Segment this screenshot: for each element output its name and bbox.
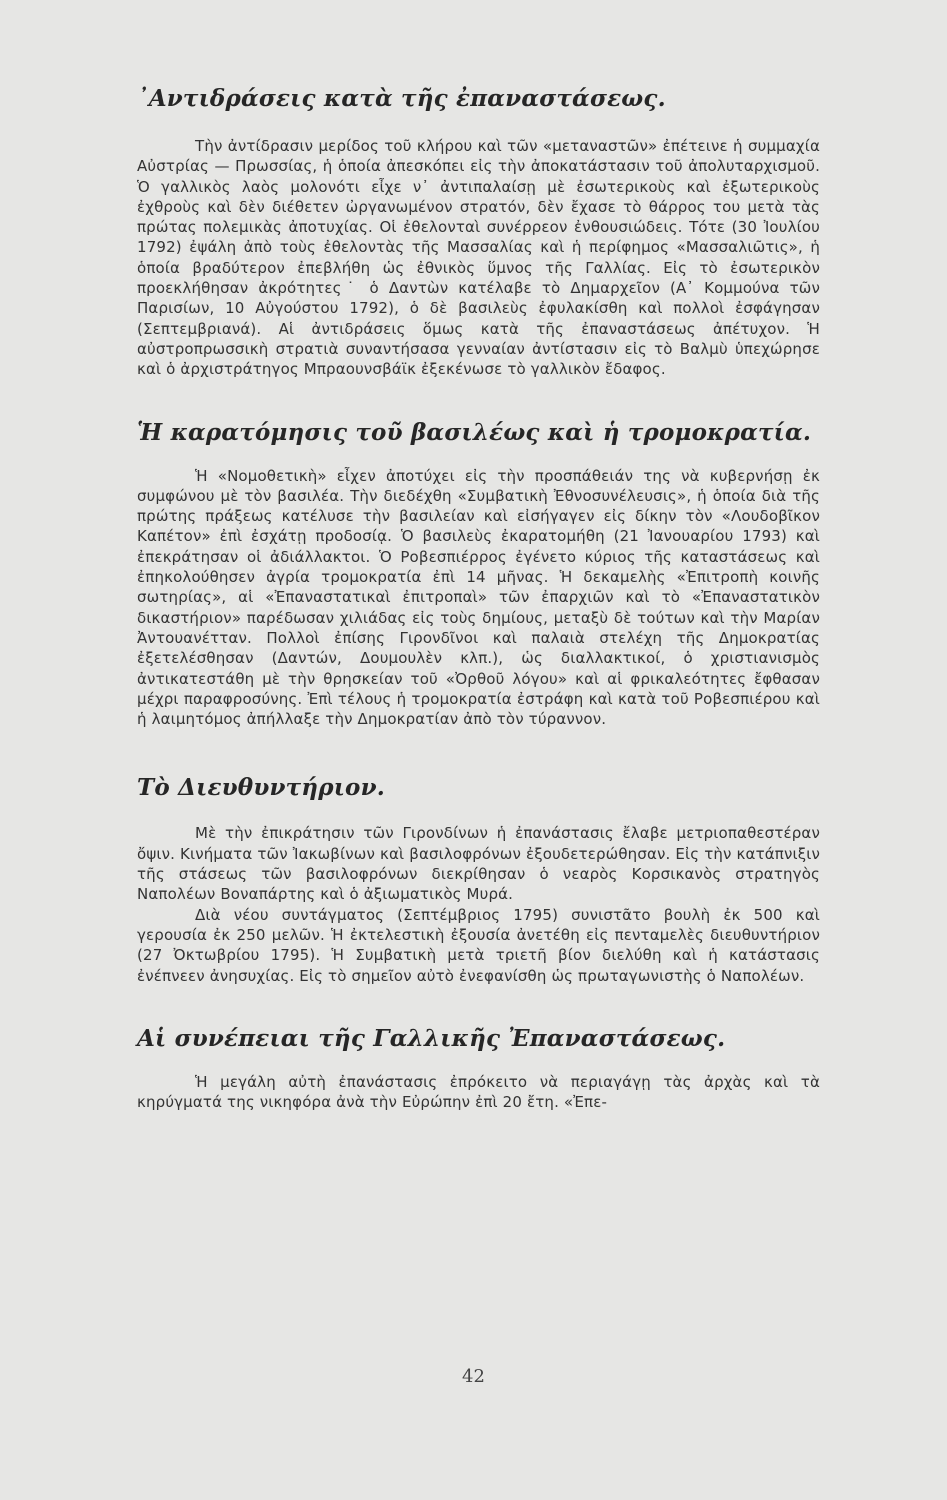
paragraph-directory-2: Διὰ νέου συντάγματος (Σεπτέμβριος 1795) συνιστᾶτο βουλὴ ἐκ 500 καὶ γερουσία ἐκ 250 μελῶν. Ἡ ἐκτελεστικὴ ἐξουσία ἀνετέθη εἰς πενταμελὲς διευθυντήριον (27 Ὀκτωβρίου 1795). Ἡ Συμβατικὴ μετὰ τριετῆ βίον διελύθη καὶ ἡ κατάστασις ἐνέπνεεν ἀνησυχίας. Εἰς τὸ σημεῖον αὐτὸ ἐνεφανίσθη ὡς πρωταγωνιστὴς ὁ Ναπολέων.	[137, 905, 820, 985]
page-number: 42	[462, 1366, 485, 1387]
paragraph-reactions: Τὴν ἀντίδρασιν μερίδος τοῦ κλήρου καὶ τῶν «μεταναστῶν» ἐπέτεινε ἡ συμμαχία Αὐστρίας — Πρωσσίας, ἡ ὁποία ἀπεσκόπει εἰς τὴν ἀποκατάστασιν τοῦ ἀπολυταρχισμοῦ. Ὁ γαλλικὸς λαὸς μολονότι εἶχε ν᾽ ἀντιπαλαίσῃ μὲ ἐσωτερικοὺς καὶ ἐξωτερικοὺς ἐχθροὺς καὶ δὲν διέθετεν ὠργανωμένον στρατόν, δὲν ἔχασε τὸ θάρρος του μετὰ τὰς πρώτας πολεμικὰς ἀποτυχίας. Οἱ ἐθελονταὶ συνέρρεον ἐνθουσιώδεις. Τότε (30 Ἰουλίου 1792) ἐψάλη ἀπὸ τοὺς ἐθελοντὰς τῆς Μασσαλίας καὶ ἡ περίφημος «Μασσαλιῶτις», ἡ ὁποία βραδύτερον ἐπεβλήθη ὡς ἐθνικὸς ὕμνος τῆς Γαλλίας. Εἰς τὸ ἐσωτερικὸν προεκλήθησαν ἀκρότητες˙ ὁ Δαντὼν κατέλαβε τὸ Δημαρχεῖον (Α᾽ Κομμούνα τῶν Παρισίων, 10 Αὐγούστου 1792), ὁ δὲ βασιλεὺς ἐφυλακίσθη καὶ πολλοὶ ἐσφάγησαν (Σεπτεμβριανά). Αἱ ἀντιδράσεις ὅμως κατὰ τῆς ἐπαναστάσεως ἀπέτυχον. Ἡ αὐστροπρωσσικὴ στρατιὰ συναντήσασα γενναίαν ἀντίστασιν εἰς τὸ Βαλμὺ ὑπεχώρησε καὶ ὁ ἀρχιστράτηγος Μπραουνσβάϊκ ἐξεκένωσε τὸ γαλλικὸν ἔδαφος.	[137, 137, 820, 379]
section-title-reactions: ᾽Αντιδράσεις κατὰ τῆς ἐπαναστάσεως.	[137, 85, 666, 112]
paragraph-execution-terror: Ἡ «Νομοθετικὴ» εἶχεν ἀποτύχει εἰς τὴν προσπάθειάν της νὰ κυβερνήσῃ ἐκ συμφώνου μὲ τὸν βασιλέα. Τὴν διεδέχθη «Συμβατικὴ Ἐθνοσυνέλευσις», ἡ ὁποία διὰ τῆς πρώτης πράξεως κατέλυσε τὴν βασιλείαν καὶ εἰσήγαγεν εἰς δίκην τὸν «Λουδοβῖκον Καπέτον» ἐπὶ ἐσχάτῃ προδοσίᾳ. Ὁ βασιλεὺς ἐκαρατομήθη (21 Ἰανουαρίου 1793) καὶ ἐπεκράτησαν οἱ ἀδιάλλακτοι. Ὁ Ροβεσπιέρρος ἐγένετο κύριος τῆς καταστάσεως καὶ ἐπηκολούθησεν ἀγρία τρομοκρατία ἐπὶ 14 μῆνας. Ἡ δεκαμελὴς «Ἐπιτροπὴ κοινῆς σωτηρίας», αἱ «Ἐπαναστατικαὶ ἐπιτροπαὶ» τῶν ἐπαρχιῶν καὶ τὸ «Ἐπαναστατικὸν δικαστήριον» παρέδωσαν χιλιάδας εἰς τοὺς δημίους, μεταξὺ δὲ τούτων καὶ τὴν Μαρίαν Ἀντουανέτταν. Πολλοὶ ἐπίσης Γιρονδῖνοι καὶ παλαιὰ στελέχη τῆς Δημοκρατίας ἐξετελέσθησαν (Δαντών, Δουμουλὲν κλπ.), ὡς διαλλακτικοί, ὁ χριστιανισμὸς ἀντικατεστάθη μὲ τὴν θρησκείαν τοῦ «Ὀρθοῦ λόγου» καὶ αἱ φρικαλεότητες ἔφθασαν μέχρι παραφροσύνης. Ἐπὶ τέλους ἡ τρομοκρατία ἐστράφη καὶ κατὰ τοῦ Ροβεσπιέρου καὶ ἡ λαιμητόμος ἀπήλλαξε τὴν Δημοκρατίαν ἀπὸ τὸν τύραννον.	[137, 466, 820, 729]
section-title-directory: Τὸ Διευθυντήριον.	[137, 774, 385, 802]
paragraph-consequences: Ἡ μεγάλη αὐτὴ ἐπανάστασις ἐπρόκειτο νὰ περιαγάγῃ τὰς ἀρχὰς καὶ τὰ κηρύγματά της νικηφόρα ἀνὰ τὴν Εὐρώπην ἐπὶ 20 ἔτη. «Ἐπε-	[137, 1072, 820, 1112]
section-title-execution-terror: Ἡ καρατόμησις τοῦ βασιλέως καὶ ἡ τρομοκρατία.	[137, 418, 812, 446]
page-content	[137, 80, 820, 1112]
section-title-consequences: Αἱ συνέπειαι τῆς Γαλλικῆς Ἐπαναστάσεως.	[137, 1024, 726, 1052]
paragraph-directory-1: Μὲ τὴν ἐπικράτησιν τῶν Γιρονδίνων ἡ ἐπανάστασις ἔλαβε μετριοπαθεστέραν ὄψιν. Κινήματα τῶν Ἰακωβίνων καὶ βασιλοφρόνων ἐξουδετερώθησαν. Εἰς τὴν κατάπνιξιν τῆς στάσεως τῶν βασιλοφρόνων διεκρίθησαν ὁ νεαρὸς Κορσικανὸς στρατηγὸς Ναπολέων Βοναπάρτης καὶ ὁ ἀξιωματικὸς Μυρά.	[137, 824, 820, 904]
